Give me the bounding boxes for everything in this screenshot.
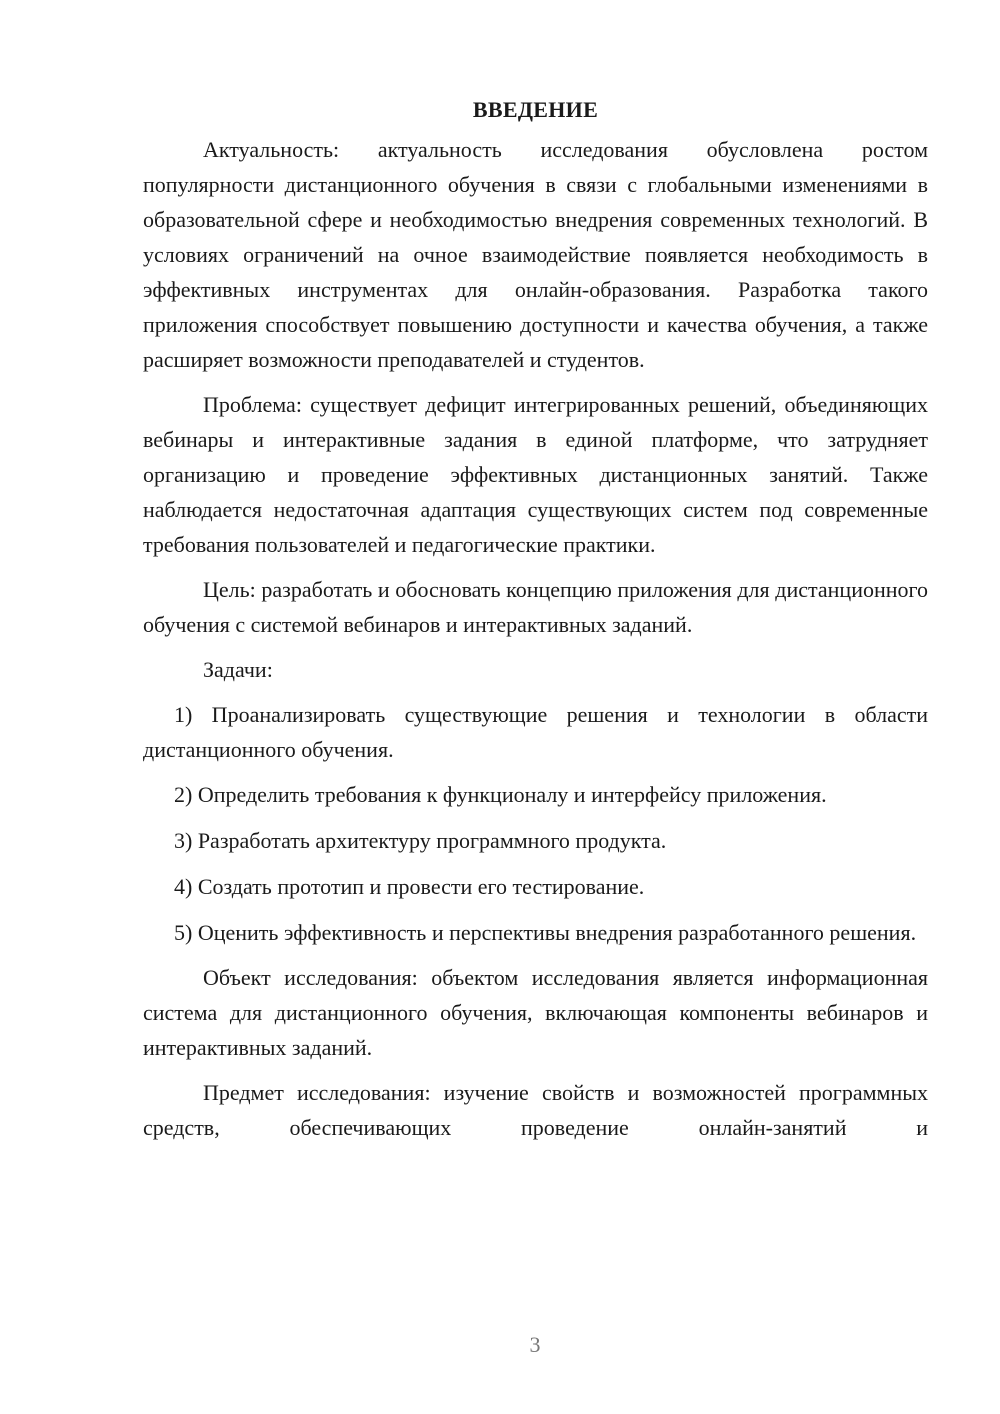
paragraph-goal: Цель: разработать и обосновать концепцию приложения для дистанционного обучения с системой вебинаров и интерактивных заданий. [143,577,928,637]
task-item: 1) Проанализировать существующие решения и технологии в области дистанционного обучения. [143,702,928,762]
paragraph-object: Объект исследования: объектом исследования является информационная система для дистанционного обучения, включающая компоненты вебинаров и интерактивных заданий. [143,965,928,1060]
page-number: 3 [529,1332,541,1357]
task-item: 4) Создать прототип и провести его тестирование. [174,874,645,899]
paragraph-problem: Проблема: существует дефицит интегрированных решений, объединяющих вебинары и интерактивные задания в единой платформе, что затрудняет организацию и проведение эффективных дистанционных занятий. Также наблюдается недостаточная адаптация существующих систем под современные требования пользователей и педагогические практики. [143,392,928,557]
task-item: 5) Оценить эффективность и перспективы внедрения разработанного решения. [174,920,917,945]
paragraph-relevance: Актуальность: актуальность исследования обусловлена ростом популярности дистанционного обучения в связи с глобальными изменениями в образовательной сфере и необходимостью внедрения современных технологий. В условиях ограничений на очное взаимодействие появляется необходимость в эффективных инструментах для онлайн-образования. Разработка такого приложения способствует повышению доступности и качества обучения, а также расширяет возможности преподавателей и студентов. [143,137,928,372]
tasks-label: Задачи: [203,657,273,682]
task-item: 3) Разработать архитектуру программного продукта. [174,828,667,853]
task-item: 2) Определить требования к функционалу и интерфейсу приложения. [174,782,827,807]
document-page [143,92,928,1155]
page-title: ВВЕДЕНИЕ [472,97,599,122]
paragraph-subject: Предмет исследования: изучение свойств и возможностей программных средств, обеспечивающих проведение онлайн-занятий и [143,1080,928,1140]
